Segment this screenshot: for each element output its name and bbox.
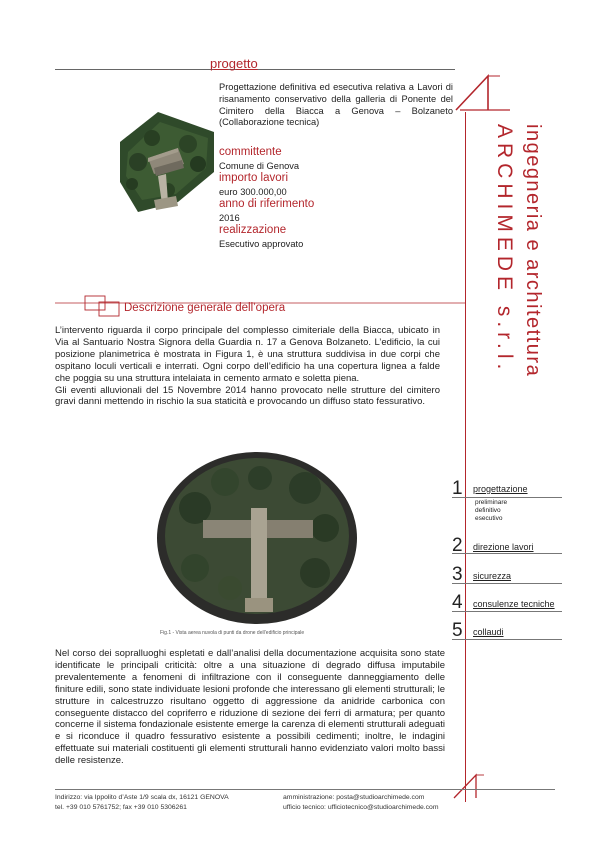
brand-subtitle: ingegneria e architettura (522, 124, 544, 378)
field-label-anno: anno di riferimento (219, 198, 315, 210)
service-sub-preliminare: preliminare (475, 499, 508, 506)
service-label: sicurezza (473, 571, 512, 581)
field-value-anno: 2016 (219, 213, 240, 223)
services-rule-2 (452, 553, 562, 554)
services-rule-3 (452, 583, 562, 584)
services-rule-4 (452, 611, 562, 612)
service-number: 2 (452, 535, 463, 556)
figure-caption: Fig.1 - Vista aerea nuvola di punti da drone dell’edificio principale (160, 630, 305, 636)
archimede-logo-top (452, 70, 514, 116)
point-cloud-aerial-photo (155, 448, 360, 624)
service-label: collaudi (473, 627, 504, 637)
service-number: 3 (452, 564, 463, 585)
brand-vertical (476, 124, 556, 484)
service-number: 1 (452, 478, 463, 499)
footer-admin-email[interactable]: amministrazione: posta@studioarchimede.com (283, 794, 425, 801)
field-value-committente: Comune di Genova (219, 161, 300, 171)
footer-tech-email[interactable]: ufficio tecnico: ufficiotecnico@studioarchimede.com (283, 804, 439, 811)
service-number: 5 (452, 620, 463, 641)
vertical-accent-line (465, 112, 466, 802)
service-label: direzione lavori (473, 542, 534, 552)
services-rule-1 (452, 497, 562, 498)
service-label: consulenze tecniche (473, 599, 555, 609)
aerial-photo-cemetery (118, 72, 214, 232)
service-label: progettazione (473, 484, 528, 494)
project-heading: progetto (210, 56, 258, 71)
field-label-realizzazione: realizzazione (219, 224, 287, 236)
archimede-logo-bottom (452, 772, 492, 800)
footer-rule (55, 789, 555, 790)
service-sub-list (475, 499, 507, 523)
field-label-importo: importo lavori (219, 172, 289, 184)
description-paragraph-1: L’intervento riguarda il corpo principale del complesso cimiteriale della Biacca, ubicato in Via al Santuario Nostra Signora della Guardia n. 17 a Genova Bolzaneto. L’edificio, la cui posizione planimetrica è mostrata in Figura 1, è una struttura suddivisa in due corpi che ospitano loculi verticali e interrati. Ogni corpo dell’edificio ha una copertura lignea a falde che poggia su una struttura intelaiata in cemento armato e soletta piena. (55, 325, 440, 384)
description-paragraph-3: Nel corso dei sopralluoghi espletati e dall’analisi della documentazione acquisita sono state identificate le principali criticità: oltre a una situazione di degrado diffusa imputabile prevalentemente a fenomeni di infiltrazione con il conseguente danneggiamento delle finiture edili, sono state individuate lesioni profonde che interessano gli elementi strutturali; le strutture in calcestruzzo risultano oggetto di aggressione da anidride carbonica con conseguente distacco del copriferro e riduzione di sezione dei ferri di armatura; per quanto concerne il sistema fondazionale esistente emerge la carenza di elementi strutturali adeguati e si riconduce il quadro fessurativo esistente a possibili cedimenti; inoltre, le indagini effettuate sui materiali costituenti gli elementi strutturali hanno evidenziato valori molto bassi delle resistenze. (55, 648, 445, 767)
field-label-committente: committente (219, 146, 282, 158)
service-sub-esecutivo: esecutivo (475, 515, 503, 522)
project-description: Progettazione definitiva ed esecutiva relativa a Lavori di risanamento conservativo della galleria di Ponente del Cimitero della Biacca a Genova – Bolzaneto (Collaborazione tecnica) (219, 82, 453, 128)
footer-address: Indirizzo: via Ippolito d’Aste 1/9 scala dx, 16121 GENOVA (55, 794, 229, 801)
description-heading: Descrizione generale dell’opera (124, 302, 286, 314)
field-value-importo: euro 300.000,00 (219, 187, 287, 197)
services-rule-5 (452, 639, 562, 640)
service-number: 4 (452, 592, 463, 613)
description-body (55, 325, 440, 408)
field-value-realizzazione: Esecutivo approvato (219, 239, 304, 249)
service-sub-definitivo: definitivo (475, 507, 501, 514)
footer-phone: tel. +39 010 5761752; fax +39 010 5306261 (55, 804, 187, 811)
brand-name: ARCHIMEDE s.r.l. (493, 124, 516, 375)
description-paragraph-2: Gli eventi alluvionali del 15 Novembre 2014 hanno provocato nelle strutture del cimitero gravi danni mettendo in rischio la sua staticità e provocando un diffuso stato fessurativo. (55, 384, 440, 408)
